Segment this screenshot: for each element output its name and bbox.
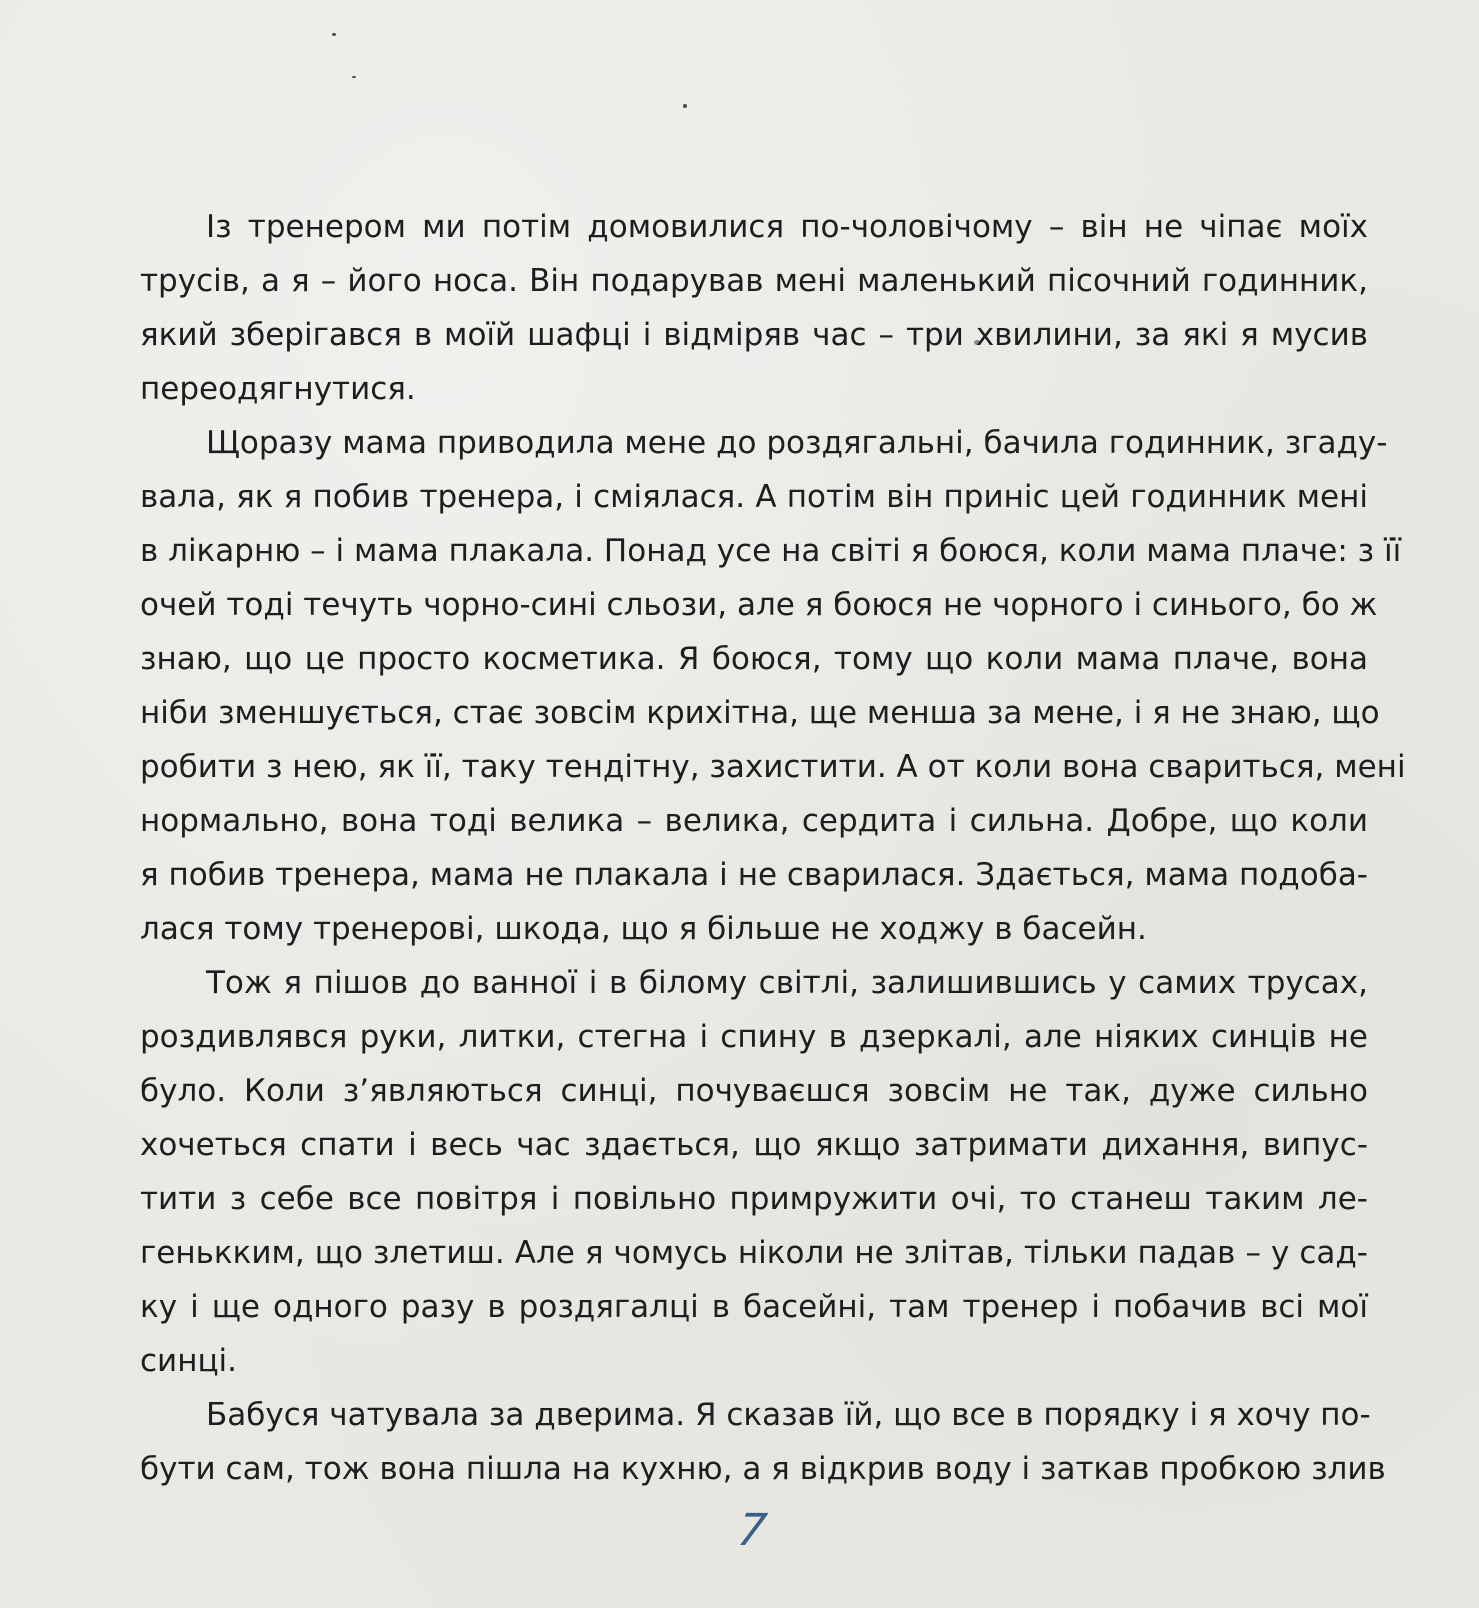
text-line: очей тоді течуть чорно-сині сльози, але я боюся не чорного і синього, бо ж: [140, 587, 1378, 623]
text-line: трусів, а я – його носа. Він подарував мені маленький пісочний годинник,: [140, 263, 1368, 299]
text-line: ніби зменшується, стає зовсім крихітна, ще менша за мене, і я не знаю, що: [140, 695, 1380, 731]
text-line: робити з нею, як її, таку тендітну, захистити. А от коли вона свариться, мені: [140, 749, 1406, 785]
text-line: бути сам, тож вона пішла на кухню, а я відкрив воду і заткав пробкою злив: [140, 1451, 1386, 1487]
paragraph: [140, 956, 1368, 1388]
text-line: синці.: [140, 1343, 238, 1379]
text-line: який зберігався в моїй шафці і відміряв час – три хвилини, за які я мусив: [140, 317, 1368, 353]
text-line: в лікарню – і мама плакала. Понад усе на світі я боюся, коли мама плаче: з її: [140, 533, 1402, 569]
text-line: було. Коли з’являються синці, почуваєшся зовсім не так, дуже сильно: [140, 1073, 1368, 1109]
text-line: роздивлявся руки, литки, стегна і спину в дзеркалі, але ніяких синців не: [140, 1019, 1368, 1055]
text-line: знаю, що це просто косметика. Я боюся, тому що коли мама плаче, вона: [140, 641, 1368, 677]
text-line: нормально, вона тоді велика – велика, сердита і сильна. Добре, що коли: [140, 803, 1368, 839]
body-text: [140, 200, 1406, 1496]
text-line: переодягнутися.: [140, 371, 416, 407]
paragraph: [140, 416, 1406, 956]
text-line: лася тому тренерові, шкода, що я більше не ходжу в басейн.: [140, 911, 1147, 947]
text-line: Тож я пішов до ванної і в білому світлі, залишившись у самих трусах,: [206, 965, 1368, 1001]
paragraph: [140, 200, 1368, 416]
paper-speck: [332, 33, 336, 36]
text-line: Бабуся чатувала за дверима. Я сказав їй, що все в порядку і я хочу по-: [206, 1397, 1371, 1433]
text-line: я побив тренера, мама не плакала і не сварилася. Здається, мама подоба-: [140, 857, 1368, 893]
text-line: тити з себе все повітря і повільно примружити очі, то станеш таким ле-: [140, 1181, 1368, 1217]
page-number: 7: [734, 1505, 770, 1556]
text-line: Щоразу мама приводила мене до роздягальні, бачила годинник, згаду-: [206, 425, 1388, 461]
text-line: вала, як я побив тренера, і сміялася. А потім він приніс цей годинник мені: [140, 479, 1368, 515]
paper-speck: [352, 76, 356, 78]
text-line: генькким, що злетиш. Але я чомусь ніколи не злітав, тільки падав – у сад-: [140, 1235, 1368, 1271]
text-line: хочеться спати і весь час здається, що якщо затримати дихання, випус-: [140, 1127, 1368, 1163]
paragraph: [140, 1388, 1386, 1496]
text-line: Із тренером ми потім домовилися по-чоловічому – він не чіпає моїх: [206, 209, 1368, 245]
paper-speck: [683, 104, 687, 108]
text-line: ку і ще одного разу в роздягалці в басейні, там тренер і побачив всі мої: [140, 1289, 1368, 1325]
